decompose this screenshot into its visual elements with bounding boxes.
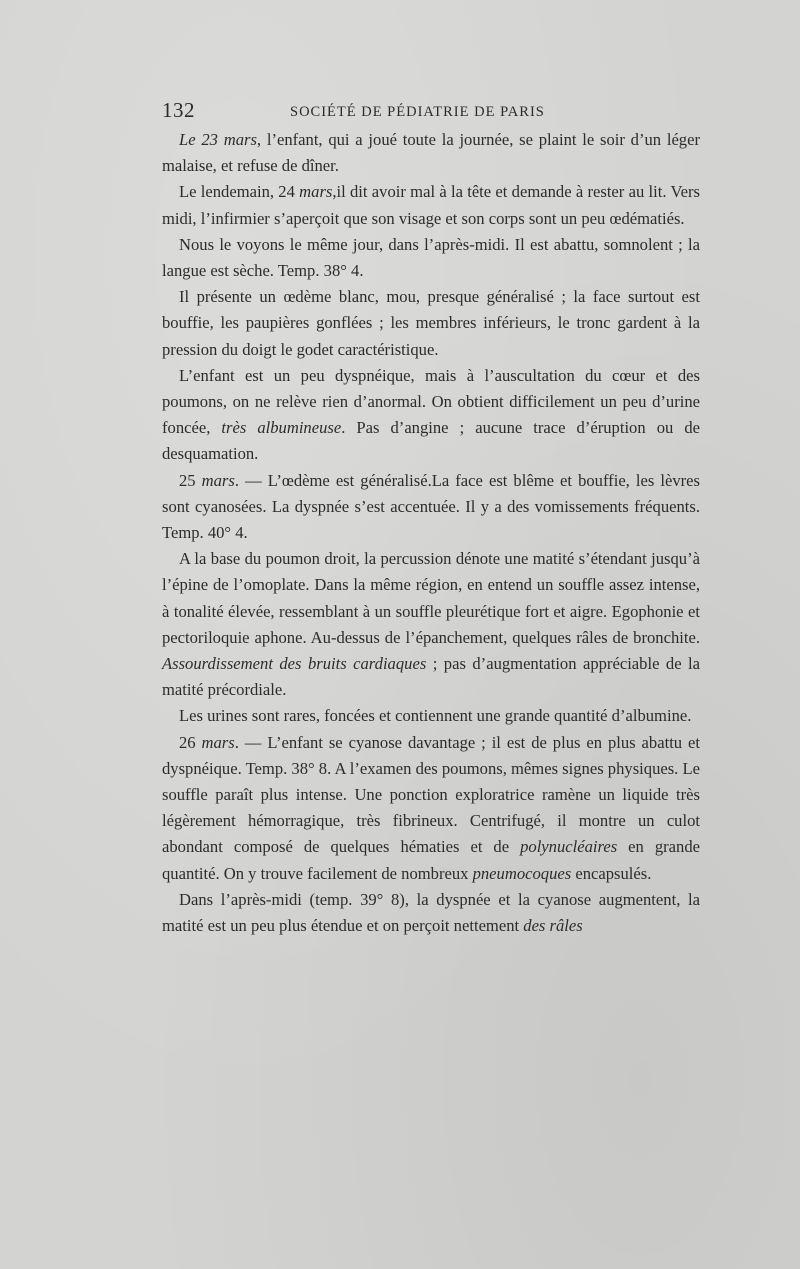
text-run: Les urines sont rares, foncées et contiennent une grande quantité d’albumine. xyxy=(179,706,692,726)
body-text xyxy=(162,127,700,939)
paragraph xyxy=(162,887,700,939)
paragraph xyxy=(162,284,700,363)
text-run: 25 xyxy=(179,470,202,490)
text-run: , l’enfant, qui a joué toute la journée, se plaint le soir d’un léger malaise, et refuse de dîner. xyxy=(162,130,700,176)
italic-text: très albumineuse xyxy=(221,418,342,438)
italic-text: des râles xyxy=(523,916,583,936)
italic-text: mars xyxy=(201,732,235,752)
running-title: SOCIÉTÉ DE PÉDIATRIE DE PARIS xyxy=(290,104,545,120)
italic-text: pneumocoques xyxy=(472,863,572,883)
page-number: 132 xyxy=(162,98,195,122)
italic-text: Assourdissement des bruits cardiaques xyxy=(162,654,427,674)
text-run: Le lendemain, 24 xyxy=(179,182,300,202)
text-run: Nous le voyons le même jour, dans l’après-midi. Il est abattu, somnolent ; la langue est sèche. Temp. 38° 4. xyxy=(162,234,700,281)
page-header xyxy=(162,98,700,128)
text-run: A la base du poumon droit, la percussion dénote une matité s’étendant jusqu’à l’épine de l’omoplate. Dans la même région, en entend un souffle assez intense, à tonalité élevée, ressemblant à un souffle pleurétique fort et aigre. Egophonie et pectoriloquie aphone. Au-dessus de l’épanchement, quelques râles de bronchite. xyxy=(162,549,700,647)
text-run: . — L’enfant se cyanose davantage ; il est de plus en plus abattu et dyspnéique. Temp. 38° 8. A l’examen des poumons, mêmes signes physiques. Le souffle paraît plus intense. Une ponction exploratrice ramène un liquide très légèrement hémorragique, très fibrineux. Centrifugé, il montre un culot abondant composé de quelques hématies et de xyxy=(162,732,701,857)
paragraph xyxy=(162,232,700,284)
text-run: L’enfant est un peu dyspnéique, mais à l’auscultation du cœur et des poumons, on ne relève rien d’anormal. On obtient difficilement un peu d’urine foncée, xyxy=(162,365,700,438)
italic-text: mars xyxy=(201,470,235,490)
paragraph xyxy=(162,546,700,703)
text-run: ,il dit avoir mal à la tête et demande à rester au lit. Vers midi, l’infirmier s’aperçoit que son visage et son corps sont un peu œdématiés. xyxy=(162,182,700,228)
paragraph xyxy=(162,363,700,468)
text-run: Dans l’après-midi (temp. 39° 8), la dyspnée et la cyanose augmentent, la matité est un peu plus étendue et on perçoit nettement xyxy=(162,889,700,936)
italic-text: polynucléaires xyxy=(520,837,618,857)
text-run: . Pas d’angine ; aucune trace d’éruption ou de desquamation. xyxy=(162,418,700,464)
text-run: 26 xyxy=(179,732,202,752)
text-run: en grande quantité. On y trouve facilement de nombreux xyxy=(162,837,700,883)
paragraph xyxy=(162,730,700,887)
italic-text: mars xyxy=(299,182,333,202)
text-run: ; pas d’augmentation appréciable de la matité précordiale. xyxy=(162,654,700,700)
paragraph xyxy=(162,703,700,729)
text-run: . — L’œdème est généralisé.La face est blême et bouffie, les lèvres sont cyanosées. La dyspnée s’est accentuée. Il y a des vomissements fréquents. Temp. 40° 4. xyxy=(162,470,700,543)
italic-text: Le 23 mars xyxy=(179,130,257,149)
paragraph xyxy=(162,127,700,179)
text-run: Il présente un œdème blanc, mou, presque généralisé ; la face surtout est bouffie, les paupières gonflées ; les membres inférieurs, le tronc gardent à la pression du doigt le godet caractéristique. xyxy=(162,287,700,359)
paragraph xyxy=(162,468,700,547)
paragraph xyxy=(162,179,700,231)
text-run: encapsulés. xyxy=(571,863,652,883)
